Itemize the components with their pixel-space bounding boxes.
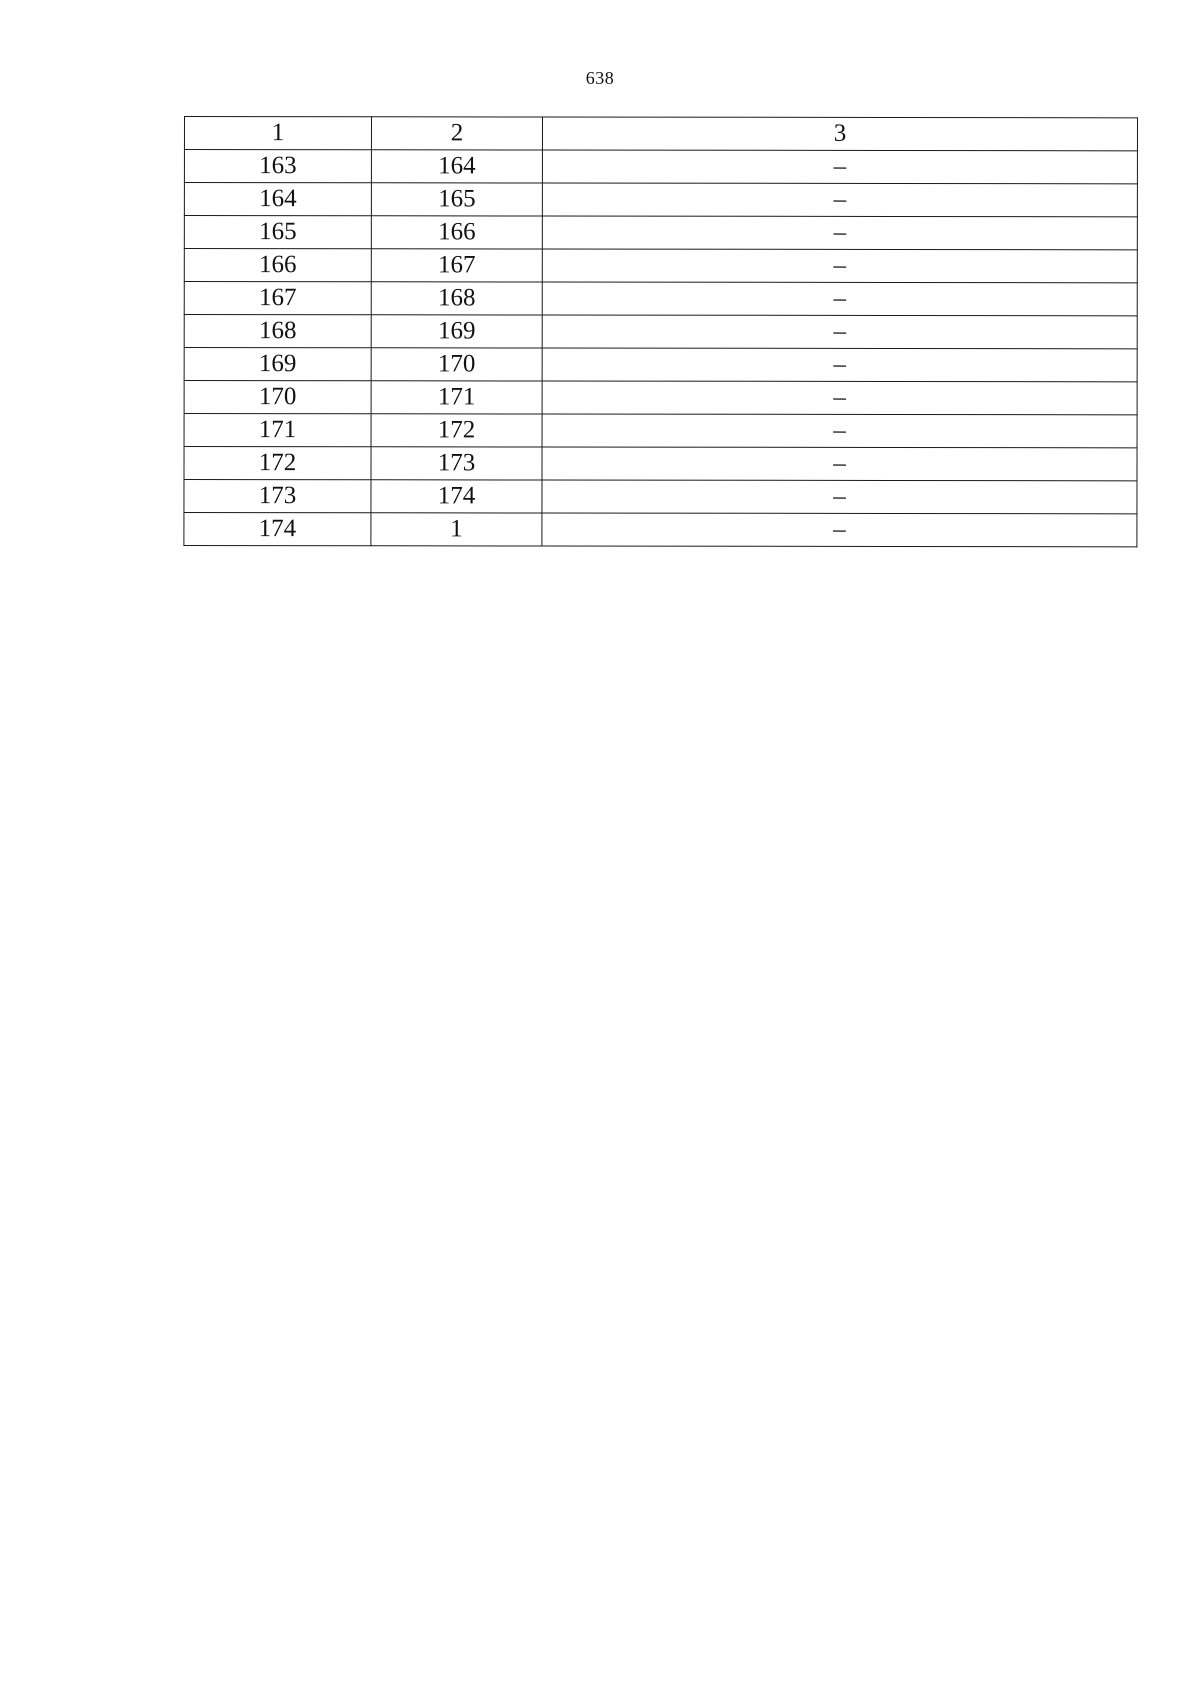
table-cell: 174 [184, 513, 371, 546]
table-row [184, 183, 1137, 217]
table-cell: 163 [184, 150, 371, 183]
table-cell: 170 [184, 381, 371, 414]
table-cell: 173 [371, 447, 542, 480]
table-row [184, 480, 1137, 514]
table-cell: 169 [184, 348, 371, 381]
table-cell: 170 [371, 348, 542, 381]
table-cell: 166 [184, 249, 371, 282]
table-cell: – [542, 348, 1137, 382]
header-cell-2: 2 [371, 117, 542, 150]
table-row [184, 282, 1137, 316]
table-row [184, 381, 1137, 415]
table-cell: 168 [184, 315, 371, 348]
table-cell: 174 [371, 480, 542, 513]
header-cell-3: 3 [542, 117, 1137, 151]
table-cell: 167 [184, 282, 371, 315]
table-cell: – [542, 249, 1137, 283]
table-cell: 1 [371, 513, 542, 546]
table-cell: – [542, 447, 1137, 481]
table-cell: 165 [184, 216, 371, 249]
table-row [184, 150, 1137, 184]
table-cell: – [542, 315, 1137, 349]
table-row [184, 315, 1137, 349]
table-cell: 171 [184, 414, 371, 447]
table-cell: 166 [371, 216, 542, 249]
page-number: 638 [585, 68, 615, 88]
table-cell: 171 [371, 381, 542, 414]
table-header-row [184, 117, 1137, 151]
table-row [184, 249, 1137, 283]
table-cell: 168 [371, 282, 542, 315]
table-row [184, 447, 1137, 481]
data-table [183, 116, 1138, 547]
table-cell: 167 [371, 249, 542, 282]
table-body [184, 117, 1138, 547]
table-row [184, 216, 1137, 250]
table-cell: 172 [184, 447, 371, 480]
table-cell: – [542, 513, 1137, 547]
table-cell: – [542, 480, 1137, 514]
table-cell: 173 [184, 480, 371, 513]
table-cell: 164 [184, 183, 371, 216]
table-cell: – [542, 150, 1137, 184]
header-cell-1: 1 [184, 117, 371, 150]
table-cell: – [542, 381, 1137, 415]
table-cell: – [542, 282, 1137, 316]
table-cell: – [542, 183, 1137, 217]
table-cell: 164 [371, 150, 542, 183]
table-cell: 172 [371, 414, 542, 447]
table-cell: – [542, 216, 1137, 250]
table-row [184, 348, 1137, 382]
table-cell: 169 [371, 315, 542, 348]
table-cell: 165 [371, 183, 542, 216]
table-row [184, 414, 1137, 448]
table-cell: – [542, 414, 1137, 448]
table-row [184, 513, 1137, 547]
